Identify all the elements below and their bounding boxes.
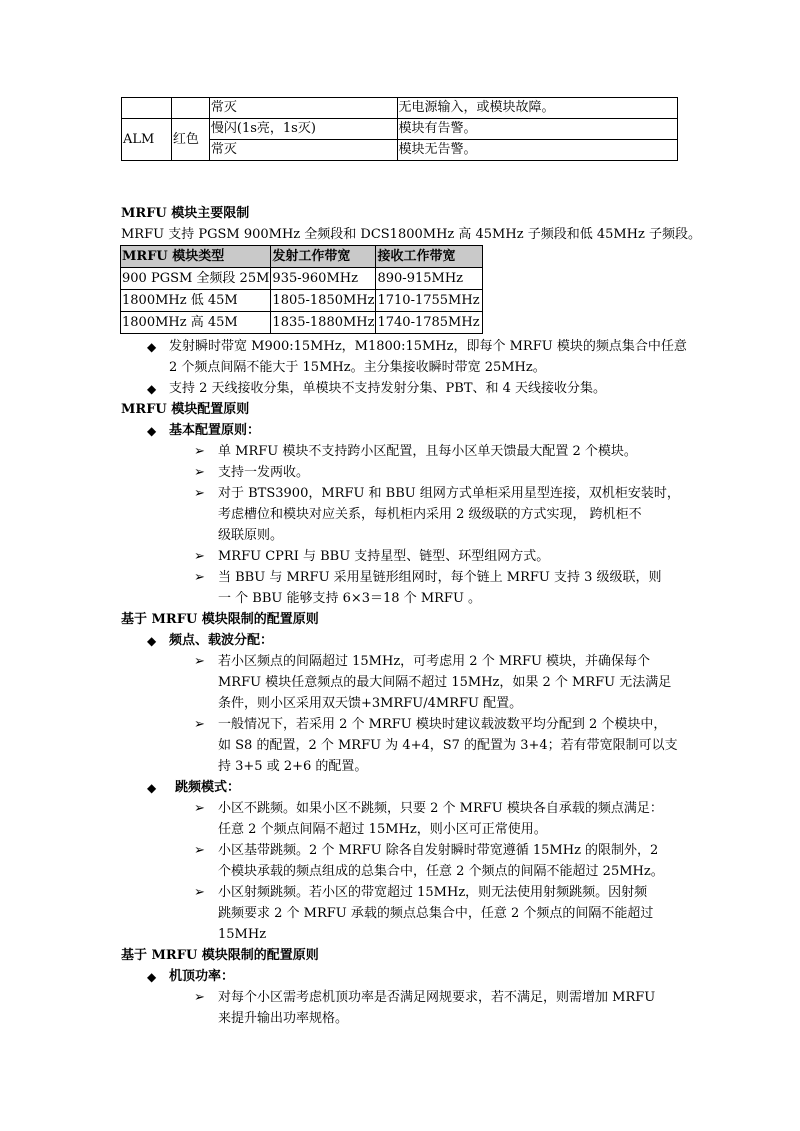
- table-cell: 1800MHz 低 45M: [121, 290, 271, 312]
- bullet-diamond-icon: ◆: [147, 424, 157, 438]
- table-cell: 1835-1880MHz: [271, 312, 376, 334]
- list-item-text: 级联原则。: [218, 528, 284, 543]
- list-item-text: 对于 BTS3900，MRFU 和 BBU 组网方式单柜采用星型连接，双机柜安装时，: [218, 486, 680, 501]
- column-header: 发射工作带宽: [271, 246, 376, 268]
- table-cell: 1805-1850MHz: [271, 290, 376, 312]
- table-cell: 常灭: [209, 98, 397, 119]
- table-cell: 常灭: [209, 140, 397, 161]
- bullet-diamond-icon: ◆: [147, 382, 157, 396]
- led-name-cell: ALM: [122, 119, 172, 161]
- list-item-text: MRFU CPRI 与 BBU 支持星型、链型、环型组网方式。: [218, 549, 550, 564]
- column-header: MRFU 模块类型: [121, 246, 271, 268]
- list-item-text: 如 S8 的配置，2 个 MRFU 为 4+4，S7 的配置为 3+4；若有带宽限制可以支: [218, 738, 678, 753]
- table-header-row: [121, 246, 483, 268]
- module-type-table: [120, 245, 483, 334]
- table-cell: 890-915MHz: [376, 268, 483, 290]
- list-item-text: 当 BBU 与 MRFU 采用星链形组网时，每个链上 MRFU 支持 3 级级联，则: [218, 570, 662, 585]
- table-cell: 1710-1755MHz: [376, 290, 483, 312]
- table-row: [122, 119, 678, 140]
- bullet-diamond-icon: ◆: [147, 340, 157, 354]
- table-cell: 1800MHz 高 45M: [121, 312, 271, 334]
- list-item-text: 一般情况下，若采用 2 个 MRFU 模块时建议载波数平均分配到 2 个模块中，: [218, 717, 667, 732]
- list-item-text: 支持一发两收。: [218, 465, 310, 480]
- subsection-title: 跳频模式：: [175, 780, 241, 795]
- list-item-text: 持 3+5 或 2+6 的配置。: [218, 759, 368, 774]
- bullet-text: 支持 2 天线接收分集，单模块不支持发射分集、PBT、和 4 天线接收分集。: [169, 381, 607, 396]
- arrow-bullet-icon: ➢: [194, 717, 205, 732]
- table-cell: 无电源输入，或模块故障。: [397, 98, 677, 119]
- subsection-title: 基本配置原则：: [169, 423, 261, 438]
- bullet-text: 发射瞬时带宽 M900:15MHz，M1800:15MHz，即每个 MRFU 模块的频点集合中任意: [169, 339, 687, 354]
- bullet-text: 2 个频点间隔不能大于 15MHz。主分集接收瞬时带宽 25MHz。: [169, 360, 546, 375]
- list-item-text: 条件，则小区采用双天馈+3MRFU/4MRFU 配置。: [218, 696, 523, 711]
- column-header: 接收工作带宽: [376, 246, 483, 268]
- arrow-bullet-icon: ➢: [194, 570, 205, 585]
- section-title: 基于 MRFU 模块限制的配置原则: [121, 948, 319, 963]
- table-cell: 1740-1785MHz: [376, 312, 483, 334]
- table-cell: 900 PGSM 全频段 25M: [121, 268, 271, 290]
- table-cell: 935-960MHz: [271, 268, 376, 290]
- table-row: [122, 98, 678, 119]
- list-item-text: 来提升输出功率规格。: [218, 1011, 349, 1026]
- arrow-bullet-icon: ➢: [194, 801, 205, 816]
- arrow-bullet-icon: ➢: [194, 549, 205, 564]
- list-item-text: 15MHz: [218, 927, 267, 942]
- table-cell: [122, 98, 172, 119]
- list-item-text: 若小区频点的间隔超过 15MHz，可考虑用 2 个 MRFU 模块，并确保每个: [218, 654, 651, 669]
- list-item-text: 小区基带跳频。2 个 MRFU 除各自发射瞬时带宽遵循 15MHz 的限制外，2: [218, 843, 659, 858]
- arrow-bullet-icon: ➢: [194, 654, 205, 669]
- led-status-table: [121, 97, 678, 161]
- table-cell: [171, 98, 209, 119]
- list-item-text: 跳频要求 2 个 MRFU 承载的频点总集合中，任意 2 个频点的间隔不能超过: [218, 906, 654, 921]
- led-color-cell: 红色: [171, 119, 209, 161]
- section-title: MRFU 模块主要限制: [121, 206, 250, 221]
- table-row: [121, 312, 483, 334]
- list-item-text: 对每个小区需考虑机顶功率是否满足网规要求，若不满足，则需增加 MRFU: [218, 990, 656, 1005]
- section-title: 基于 MRFU 模块限制的配置原则: [121, 612, 319, 627]
- arrow-bullet-icon: ➢: [194, 465, 205, 480]
- subsection-title: 机顶功率：: [169, 969, 235, 984]
- table-row: [121, 268, 483, 290]
- table-cell: 模块有告警。: [397, 119, 677, 140]
- arrow-bullet-icon: ➢: [194, 843, 205, 858]
- list-item-text: MRFU 模块任意频点的最大间隔不超过 15MHz，如果 2 个 MRFU 无法满足: [218, 675, 672, 690]
- bullet-diamond-icon: ◆: [147, 634, 157, 648]
- section-title: MRFU 模块配置原则: [121, 402, 250, 417]
- list-item-text: 考虑槽位和模块对应关系，每机柜内采用 2 级级联的方式实现， 跨机柜不: [218, 507, 642, 522]
- table-row: [121, 290, 483, 312]
- section-intro: MRFU 支持 PGSM 900MHz 全频段和 DCS1800MHz 高 45MHz 子频段和低 45MHz 子频段。: [121, 227, 701, 242]
- arrow-bullet-icon: ➢: [194, 444, 205, 459]
- arrow-bullet-icon: ➢: [194, 885, 205, 900]
- list-item-text: 单 MRFU 模块不支持跨小区配置，且每小区单天馈最大配置 2 个模块。: [218, 444, 637, 459]
- list-item-text: 小区射频跳频。若小区的带宽超过 15MHz，则无法使用射频跳频。因射频: [218, 885, 648, 900]
- list-item-text: 小区不跳频。如果小区不跳频，只要 2 个 MRFU 模块各自承载的频点满足：: [218, 801, 663, 816]
- list-item-text: 任意 2 个频点间隔不超过 15MHz，则小区可正常使用。: [218, 822, 547, 837]
- subsection-title: 频点、载波分配：: [169, 633, 274, 648]
- list-item-text: 一 个 BBU 能够支持 6×3＝18 个 MRFU 。: [218, 591, 482, 606]
- bullet-diamond-icon: ◆: [147, 781, 157, 795]
- arrow-bullet-icon: ➢: [194, 486, 205, 501]
- table-cell: 慢闪(1s亮，1s灭): [209, 119, 397, 140]
- arrow-bullet-icon: ➢: [194, 990, 205, 1005]
- list-item-text: 个模块承载的频点组成的总集合中，任意 2 个频点的间隔不能超过 25MHz。: [218, 864, 664, 879]
- bullet-diamond-icon: ◆: [147, 970, 157, 984]
- table-cell: 模块无告警。: [397, 140, 677, 161]
